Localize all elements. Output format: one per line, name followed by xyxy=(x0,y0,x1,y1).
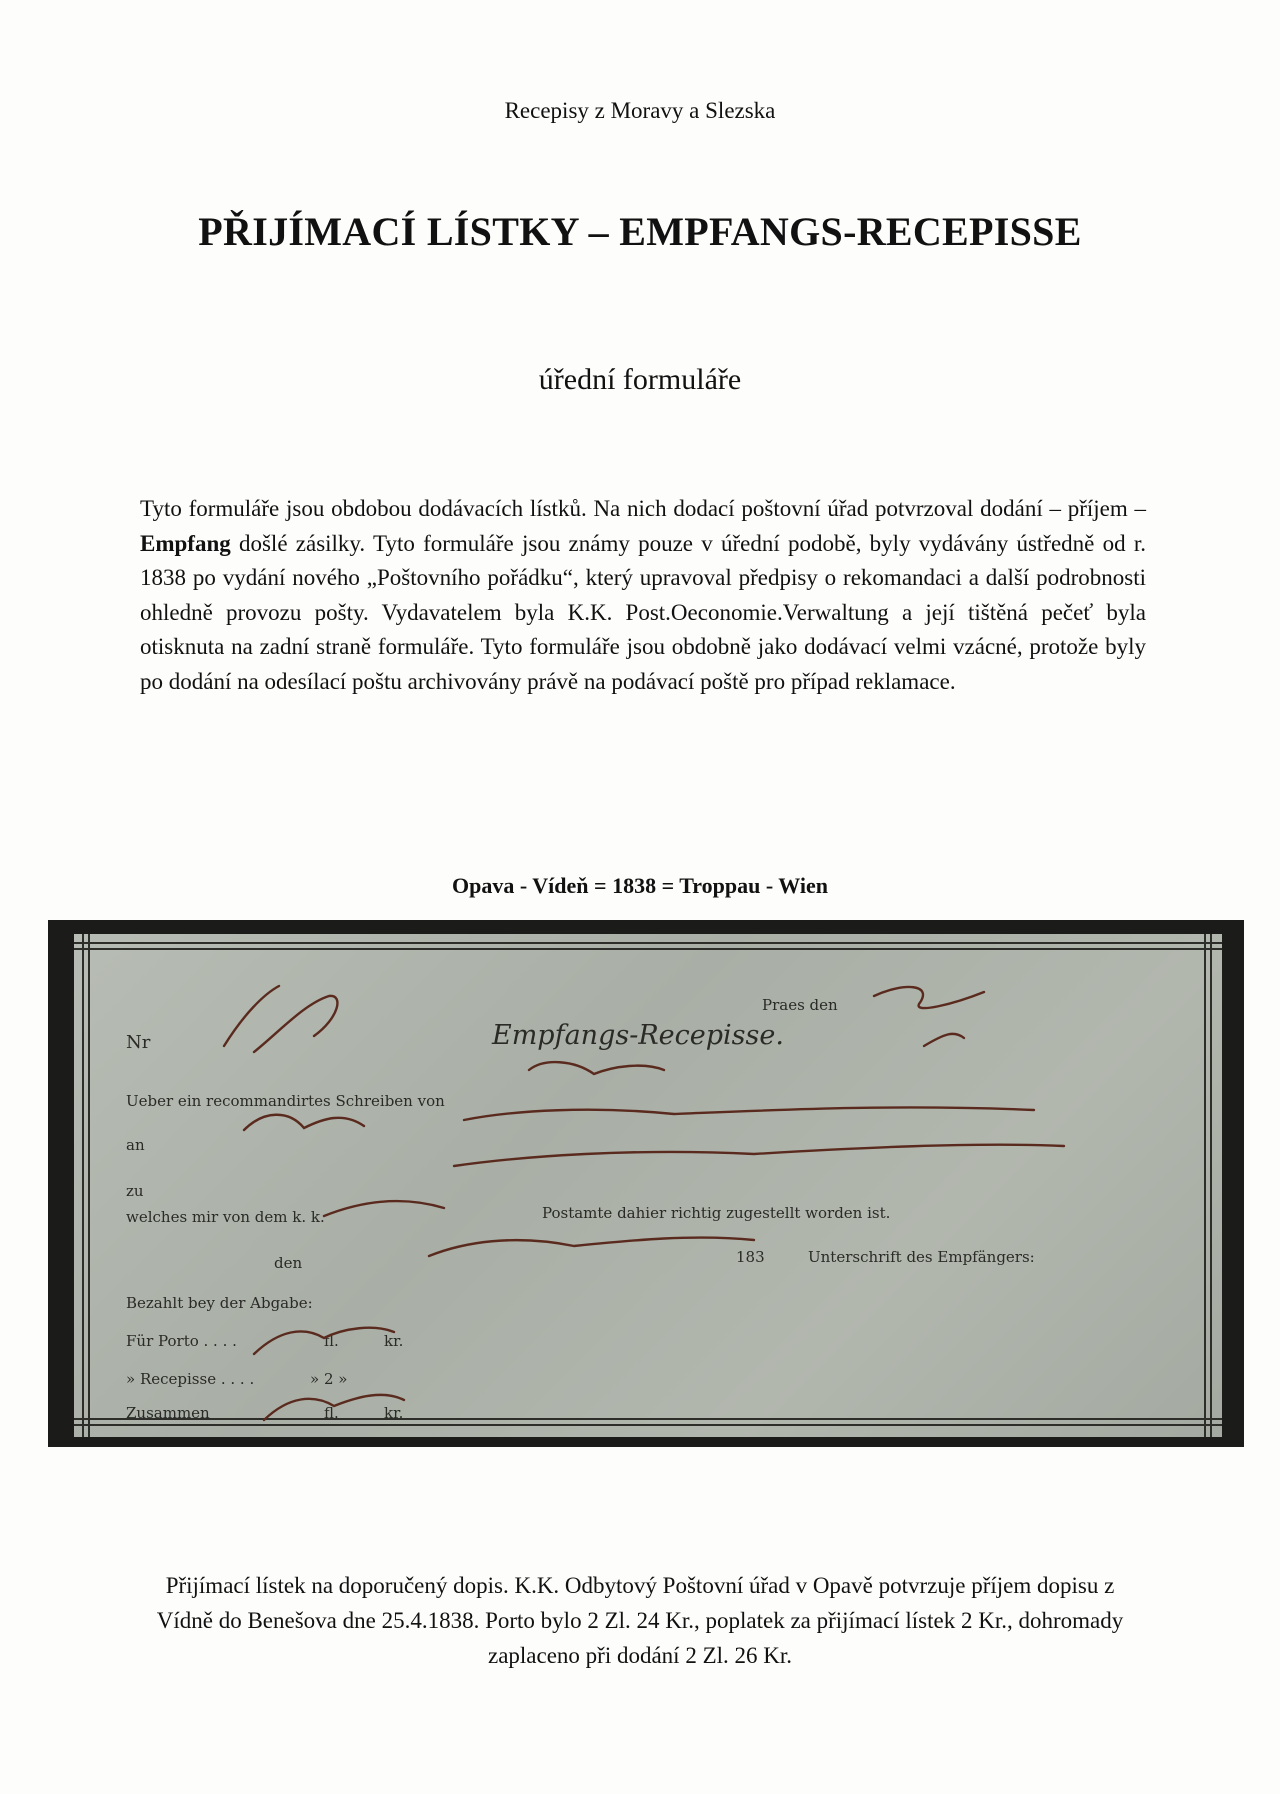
intro-text-1: Tyto formuláře jsou obdobou dodávacích lístků. Na nich dodací poštovní úřad potvrzoval dodání – příjem – xyxy=(140,496,1146,521)
form-total-fl-label: fl. xyxy=(324,1404,339,1422)
form-paid-label: Bezahlt bey der Abgabe: xyxy=(126,1294,313,1312)
form-line-to: an xyxy=(126,1136,145,1154)
form-total-kr-label: kr. xyxy=(384,1404,404,1422)
page-subtitle: úřední formuláře xyxy=(538,363,742,396)
form-recepisse-values: » 2 » xyxy=(310,1370,348,1388)
exhibit-heading: Opava - Vídeň = 1838 = Troppau - Wien xyxy=(452,873,828,898)
page-title: PŘIJÍMACÍ LÍSTKY – EMPFANGS-RECEPISSE xyxy=(198,209,1082,254)
form-title: Empfangs-Recepisse. xyxy=(492,1020,784,1051)
form-signature-label: Unterschrift des Empfängers: xyxy=(808,1248,1035,1266)
exhibit-scan xyxy=(48,920,1244,1447)
form-total-label: Zusammen xyxy=(126,1404,210,1422)
series-title: Recepisy z Moravy a Slezska xyxy=(504,98,776,123)
form-line-date: den xyxy=(274,1254,303,1272)
intro-bold-term: Empfang xyxy=(140,530,231,556)
form-line-delivered: Postamte dahier richtig zugestellt worden ist. xyxy=(542,1204,891,1222)
form-kr-label: kr. xyxy=(384,1332,404,1350)
exhibit-caption: Přijímací lístek na doporučený dopis. K.K. Odbytový Poštovní úřad v Opavě potvrzuje příjem dopisu z Vídně do Benešova dne 25.4.1838. Porto bylo 2 Zl. 24 Kr., poplatek za přijímací lístek 2 Kr., dohromady zaplaceno při dodání 2 Zl. 26 Kr. xyxy=(156,1573,1124,1668)
form-praes-label: Praes den xyxy=(762,996,838,1014)
form-line-zu: zu xyxy=(126,1182,144,1200)
handwriting-strokes xyxy=(74,934,1222,1437)
form-line-office: welches mir von dem k. k. xyxy=(126,1208,325,1226)
receipt-form-image xyxy=(74,934,1222,1437)
form-line-from: Ueber ein recommandirtes Schreiben von xyxy=(126,1092,445,1110)
form-fl-label: fl. xyxy=(324,1332,339,1350)
form-porto-label: Für Porto . . . . xyxy=(126,1332,237,1350)
form-year-prefix: 183 xyxy=(736,1248,765,1266)
intro-paragraph xyxy=(140,492,1146,699)
intro-text-2: došlé zásilky. Tyto formuláře jsou známy pouze v úřední podobě, byly vydávány ústředně od r. 1838 po vydání nového „Poštovního pořádku“, který upravoval předpisy o rekomandaci a další podrobnosti ohledně provozu pošty. Vydavatelem byla K.K. Post.Oeconomie.Verwaltung a její tištěná pečeť byla otisknuta na zadní straně formuláře. Tyto formuláře jsou obdobně jako dodávací velmi vzácné, protože byly po dodání na odesílací poštu archivovány právě na podávací poště pro případ reklamace. xyxy=(140,530,1146,694)
form-nr-label: Nr xyxy=(126,1032,151,1053)
form-recepisse-label: » Recepisse . . . . xyxy=(126,1370,255,1388)
